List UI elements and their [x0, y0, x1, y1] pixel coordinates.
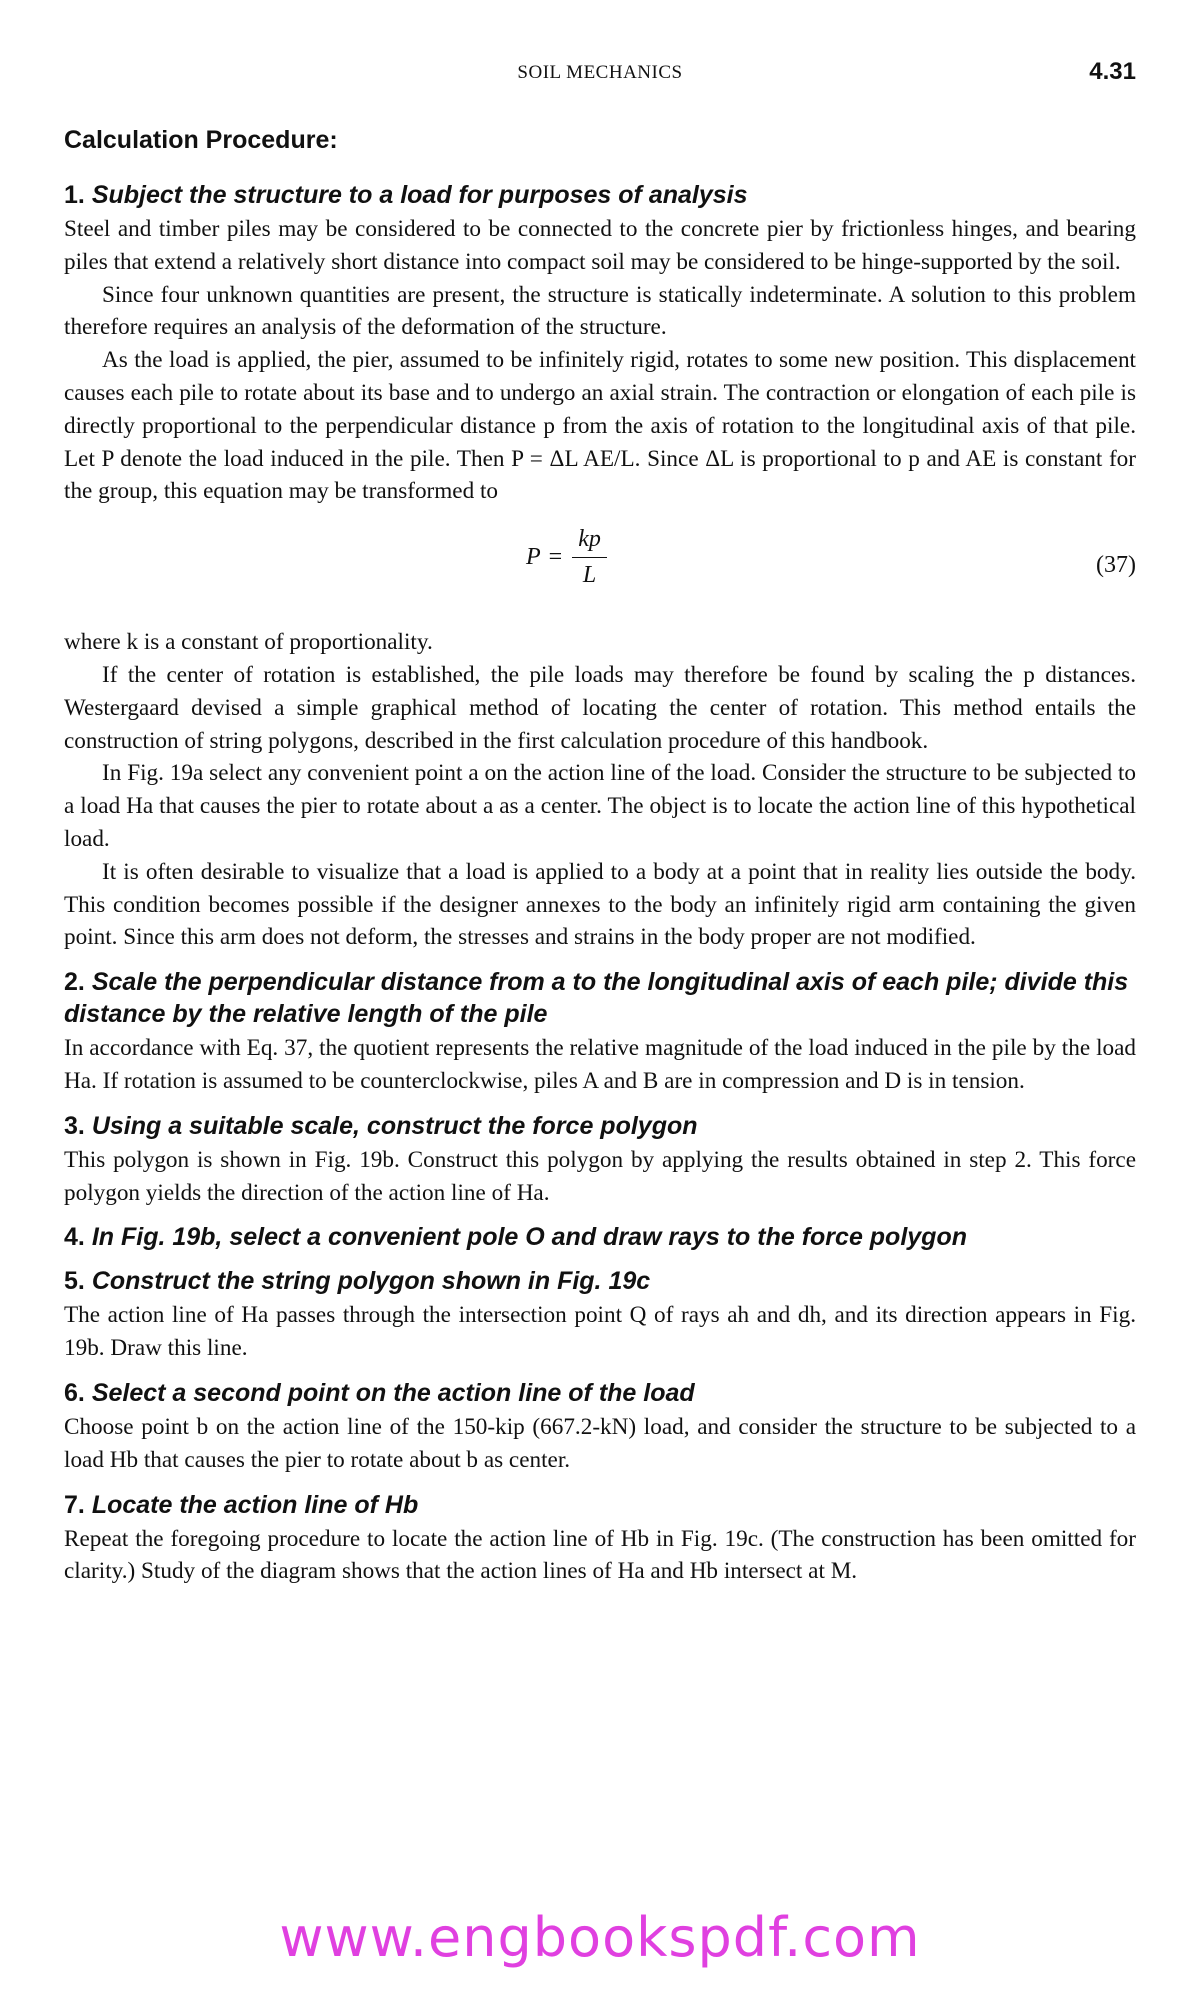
step-5-number: 5. [64, 1267, 85, 1296]
equation-lhs: P [526, 544, 541, 571]
running-head-title: SOIL MECHANICS [517, 62, 683, 83]
step-1-paragraph: As the load is applied, the pier, assumed to be infinitely rigid, rotates to some new position. This displacement causes each pile to rotate about its base and to undergo an axial strain. The contraction or elongation of each pile is directly proportional to the perpendicular distance p from the axis of rotation to the longitudinal axis of that pile. Let P denote the load induced in the pile. Then P = ΔL AE/L. Since ΔL is proportional to p and AE is constant for the group, this equation may be transformed to [64, 347, 1136, 505]
step-5-title: Construct the string polygon shown in Fig. 19c [91, 1267, 651, 1296]
equation-number: (37) [1096, 552, 1136, 579]
step-1-title: Subject the structure to a load for purposes of analysis [91, 181, 748, 209]
step-7-paragraph: Repeat the foregoing procedure to locate the action line of Hb in Fig. 19c. (The construction has been omitted for clarity.) Study of the diagram shows that the action lines of Ha and Hb intersect at M. [64, 1525, 1136, 1585]
step-1-paragraph: where k is a constant of proportionality. [64, 629, 433, 656]
equation-denominator: L [582, 562, 597, 589]
step-6-paragraph: Choose point b on the action line of the 150-kip (667.2-kN) load, and consider the structure to be subjected to a load Hb that causes the pier to rotate about b as center. [64, 1413, 1136, 1473]
step-4-title: In Fig. 19b, select a convenient pole O and draw rays to the force polygon [91, 1223, 967, 1252]
equation-body [526, 526, 607, 589]
step-1-heading [64, 179, 1136, 211]
page-number: 4.31 [1089, 58, 1136, 85]
step-1-paragraph: It is often desirable to visualize that a load is applied to a body at a point that in reality lies outside the body. This condition becomes possible if the designer annexes to the body an infinitely rigid arm containing the given point. Since this arm does not deform, the stresses and strains in the body proper are not modified. [64, 858, 1136, 951]
equation-37 [64, 516, 1136, 620]
step-6-heading [64, 1377, 1136, 1409]
step-5-heading [64, 1265, 1136, 1297]
step-5-paragraph: The action line of Ha passes through the intersection point Q of rays ah and dh, and its direction appears in Fig. 19b. Draw this line. [64, 1302, 1136, 1362]
step-3-number: 3. [64, 1111, 85, 1140]
step-6-number: 6. [64, 1378, 85, 1407]
step-7-heading [64, 1489, 1136, 1521]
step-1-paragraph: Since four unknown quantities are present, the structure is statically indeterminate. A solution to this problem therefore requires an analysis of the deformation of the structure. [64, 281, 1136, 341]
step-3-heading [64, 1110, 1136, 1142]
step-2-paragraph: In accordance with Eq. 37, the quotient represents the relative magnitude of the load induced in the pile by the load Ha. If rotation is assumed to be counterclockwise, piles A and B are in compression and D is in tension. [64, 1035, 1136, 1094]
equation-equals: = [548, 544, 563, 571]
step-3-paragraph: This polygon is shown in Fig. 19b. Construct this polygon by applying the results obtained in step 2. This force polygon yields the direction of the action line of Ha. [64, 1146, 1136, 1206]
step-1-paragraph: If the center of rotation is established, the pile loads may therefore be found by scaling the p distances. Westergaard devised a simple graphical method of locating the center of rotation. This method entails the construction of string polygons, described in the first calculation procedure of this handbook. [64, 661, 1136, 754]
section-title: Calculation Procedure: [64, 126, 338, 154]
step-6-title: Select a second point on the action line of the load [91, 1378, 695, 1407]
step-4-heading [64, 1221, 1136, 1253]
step-3-title: Using a suitable scale, construct the force polygon [91, 1111, 698, 1140]
running-head [64, 54, 1136, 94]
document-page [64, 54, 1136, 1954]
step-1-number: 1. [64, 181, 85, 209]
step-7-number: 7. [64, 1490, 85, 1519]
step-1-paragraph: In Fig. 19a select any convenient point a on the action line of the load. Consider the structure to be subjected to a load Ha that causes the pier to rotate about a as a center. The object is to locate the action line of this hypothetical load. [64, 760, 1136, 852]
step-7-title: Locate the action line of Hb [91, 1490, 419, 1519]
watermark-link[interactable]: www.engbookspdf.com [279, 1906, 921, 1969]
step-2-title: Scale the perpendicular distance from a to the longitudinal axis of each pile; divide this distance by the relative length of the pile [64, 968, 1129, 1029]
step-4-number: 4. [64, 1223, 85, 1252]
step-2-heading [64, 966, 1136, 1030]
equation-numerator: kp [572, 526, 607, 558]
equation-fraction [572, 526, 607, 589]
step-1-paragraph: Steel and timber piles may be considered to be connected to the concrete pier by frictionless hinges, and bearing piles that extend a relatively short distance into compact soil may be considered to be hinge-supported by the soil. [64, 216, 1136, 275]
step-2-number: 2. [64, 968, 85, 997]
